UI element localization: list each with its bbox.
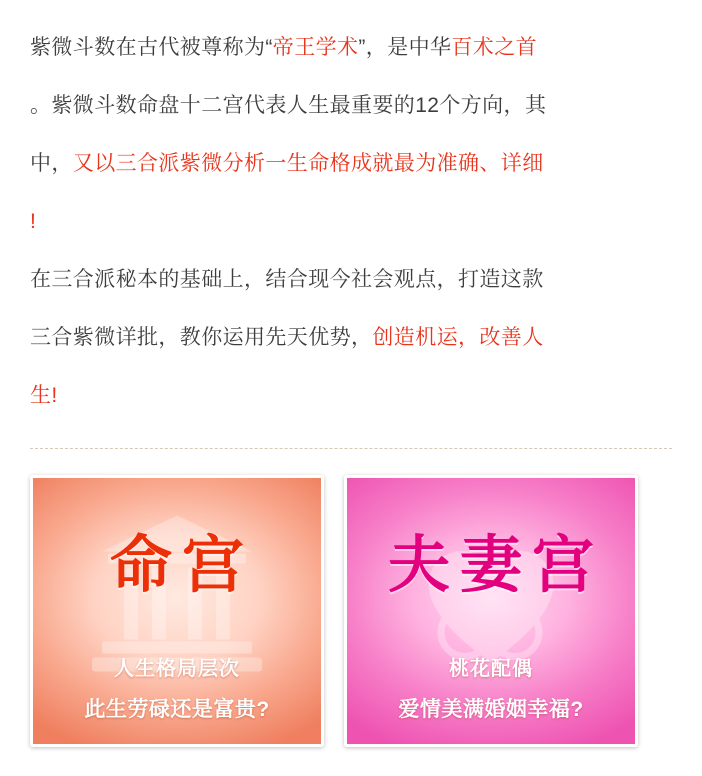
intro-text: ”，是中华 — [358, 36, 452, 59]
intro-line-2 — [30, 80, 672, 132]
palace-card-title: 命宫 — [109, 528, 254, 601]
palace-card-subtitle-2: 爱情美满婚姻幸福? — [398, 698, 584, 721]
palace-card-fuqi-gong[interactable] — [344, 475, 638, 747]
intro-highlight: 生! — [30, 384, 58, 407]
intro-line-5 — [30, 254, 672, 306]
intro-highlight: 百术之首 — [451, 36, 538, 59]
intro-line-7 — [30, 370, 672, 422]
card-background — [347, 478, 635, 744]
palace-card-title: 夫妻宫 — [387, 528, 604, 601]
intro-text: 中， — [30, 152, 73, 175]
intro-text: 三合紫微详批，教你运用先天优势， — [30, 326, 373, 349]
palace-card-subtitle-1: 桃花配偶 — [449, 658, 533, 680]
section-divider — [30, 448, 672, 449]
intro-highlight: 又以三合派紫微分析一生命格成就最为准确、详细 — [72, 152, 544, 175]
intro-section — [30, 0, 672, 422]
palace-card-ming-gong[interactable] — [30, 475, 324, 747]
intro-line-3 — [30, 138, 672, 190]
intro-text: 在三合派秘本的基础上，结合现今社会观点，打造这款 — [30, 268, 544, 291]
intro-line-4 — [30, 196, 672, 248]
intro-text: 。紫微斗数命盘十二宫代表人生最重要的12个方向，其 — [30, 94, 547, 117]
intro-line-1 — [30, 22, 672, 74]
palace-card-subtitle-2: 此生劳碌还是富贵? — [84, 698, 270, 721]
intro-highlight: 创造机运，改善人 — [372, 326, 544, 349]
intro-highlight: 帝王学术 — [272, 36, 359, 59]
intro-line-6 — [30, 312, 672, 364]
palace-card-subtitle-1: 人生格局层次 — [114, 658, 240, 680]
card-background — [33, 478, 321, 744]
intro-text: 紫微斗数在古代被尊称为“ — [30, 36, 273, 59]
intro-highlight: ! — [30, 210, 37, 233]
palace-card-list — [30, 475, 672, 747]
